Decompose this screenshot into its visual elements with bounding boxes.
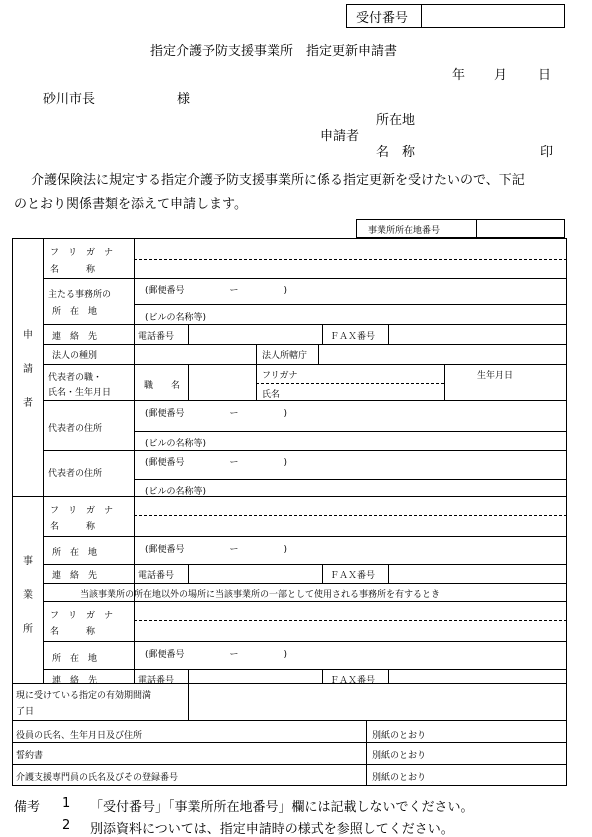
office-name-label: 名 称 bbox=[50, 522, 96, 532]
applicant-label: 申請者 bbox=[320, 129, 360, 144]
notes-head: 備考 bbox=[14, 800, 41, 815]
rep-address-postal: (郵便番号 ー ) bbox=[145, 409, 288, 419]
main-office-label-1: 主たる事務所の bbox=[48, 290, 112, 300]
corp-office-label: 法人所轄庁 bbox=[262, 351, 308, 361]
sub-office-contact-label: 連 絡 先 bbox=[52, 676, 98, 686]
side-applicant-3: 者 bbox=[23, 398, 33, 409]
rep-furigana-label: フリガナ bbox=[262, 371, 298, 381]
officers-value: 別紙のとおり bbox=[372, 731, 427, 741]
date-year: 年 bbox=[452, 68, 466, 83]
validity-label-1: 現に受けている指定の有効期間満 bbox=[16, 691, 152, 701]
applicant-contact-label: 連 絡 先 bbox=[52, 332, 98, 342]
rep-address-building-2: (ビルの名称等) bbox=[145, 487, 207, 497]
applicant-tel-label: 電話番号 bbox=[138, 332, 175, 342]
page-title: 指定介護予防支援事業所 指定更新申請書 bbox=[150, 44, 398, 59]
applicant-furigana-input[interactable] bbox=[136, 240, 565, 258]
main-office-building: (ビルの名称等) bbox=[145, 313, 207, 323]
office-location-input[interactable] bbox=[136, 538, 565, 562]
office-furigana-input[interactable] bbox=[136, 498, 565, 514]
office-location-postal: (郵便番号 ー ) bbox=[145, 545, 288, 555]
office-number-label: 事業所所在地番号 bbox=[368, 226, 441, 236]
sub-office-tel-input[interactable] bbox=[190, 670, 320, 682]
sub-office-location-label: 所 在 地 bbox=[52, 654, 98, 664]
rep-address-building: (ビルの名称等) bbox=[145, 439, 207, 449]
care-managers-label: 介護支援専門員の氏名及びその登録番号 bbox=[16, 773, 179, 783]
sub-office-note: 当該事業所の所在地以外の場所に当該事業所の一部として使用される事務所を有するとき bbox=[80, 590, 441, 600]
rep-birth-label: 生年月日 bbox=[477, 371, 514, 381]
applicant-name-label: 名 称 bbox=[376, 145, 416, 160]
pledge-value: 別紙のとおり bbox=[372, 751, 427, 761]
rep-position-input[interactable] bbox=[190, 366, 252, 398]
receipt-number-field[interactable] bbox=[423, 6, 563, 26]
intro-line-2: のとおり関係書類を添えて申請します。 bbox=[14, 197, 247, 212]
corp-office-input[interactable] bbox=[320, 346, 565, 362]
office-tel-input[interactable] bbox=[190, 566, 320, 581]
corp-type-label: 法人の種別 bbox=[52, 351, 98, 361]
side-office-2: 業 bbox=[23, 590, 33, 601]
sub-office-furigana-label: フ リ ガ ナ bbox=[50, 611, 114, 621]
rep-name-input[interactable] bbox=[290, 366, 442, 398]
office-location-label: 所 在 地 bbox=[52, 548, 98, 558]
addressee-name: 砂川市長 bbox=[43, 92, 96, 107]
note-2-num: 2 bbox=[62, 818, 71, 833]
side-applicant-1: 申 bbox=[23, 330, 33, 341]
office-fax-input[interactable] bbox=[390, 566, 565, 581]
office-tel-label: 電話番号 bbox=[138, 571, 175, 581]
rep-address-postal-2: (郵便番号 ー ) bbox=[145, 458, 288, 468]
side-applicant-2: 請 bbox=[23, 364, 33, 375]
date-month: 月 bbox=[494, 68, 508, 83]
sub-office-furigana-input[interactable] bbox=[136, 603, 565, 619]
applicant-tel-input[interactable] bbox=[190, 326, 320, 342]
note-2-text: 別添資料については、指定申請時の様式を参照してください。 bbox=[90, 822, 454, 837]
office-name-input[interactable] bbox=[136, 517, 565, 534]
sub-office-tel-label: 電話番号 bbox=[138, 676, 175, 686]
applicant-fax-input[interactable] bbox=[390, 326, 565, 342]
care-managers-value: 別紙のとおり bbox=[372, 773, 427, 783]
addressee-sama: 様 bbox=[177, 92, 191, 107]
seal-mark: 印 bbox=[540, 145, 554, 160]
rep-name-label: 氏名 bbox=[262, 390, 281, 400]
validity-input[interactable] bbox=[190, 685, 565, 718]
sub-office-name-input[interactable] bbox=[136, 622, 565, 639]
main-office-postal: (郵便番号 ー ) bbox=[145, 286, 288, 296]
rep-label-2: 氏名・生年月日 bbox=[48, 388, 112, 398]
pledge-label: 誓約書 bbox=[16, 751, 44, 761]
applicant-name-input[interactable] bbox=[136, 261, 565, 277]
main-office-label-2: 所 在 地 bbox=[52, 307, 98, 317]
sub-office-location-postal: (郵便番号 ー ) bbox=[145, 650, 288, 660]
rep-address-label-2: 代表者の住所 bbox=[48, 469, 103, 479]
rep-label-1: 代表者の職・ bbox=[48, 373, 103, 383]
corp-type-input[interactable] bbox=[136, 346, 254, 362]
sub-office-fax-label: ＦＡＸ番号 bbox=[330, 676, 376, 686]
officers-label: 役員の氏名、生年月日及び住所 bbox=[16, 731, 143, 741]
note-1-text: 「受付番号」「事業所所在地番号」欄には記載しないでください。 bbox=[90, 800, 474, 815]
receipt-label: 受付番号 bbox=[356, 11, 409, 26]
rep-position-label: 職 名 bbox=[144, 381, 181, 391]
rep-address-input[interactable] bbox=[136, 402, 565, 429]
date-day: 日 bbox=[538, 68, 552, 83]
main-office-address-input[interactable] bbox=[136, 279, 565, 303]
office-furigana-label: フ リ ガ ナ bbox=[50, 506, 114, 516]
intro-line-1: 介護保険法に規定する指定介護予防支援事業所に係る指定更新を受けたいので、下記 bbox=[31, 173, 525, 188]
sub-office-fax-input[interactable] bbox=[390, 670, 565, 682]
rep-birth-input[interactable] bbox=[446, 382, 565, 398]
side-office-3: 所 bbox=[23, 624, 33, 635]
applicant-name-row-label: 名 称 bbox=[50, 265, 96, 275]
office-contact-label: 連 絡 先 bbox=[52, 571, 98, 581]
applicant-location-label: 所在地 bbox=[376, 113, 416, 128]
office-number-field[interactable] bbox=[478, 221, 563, 236]
sub-office-name-label: 名 称 bbox=[50, 627, 96, 637]
applicant-fax-label: ＦＡＸ番号 bbox=[330, 332, 376, 342]
note-1-num: 1 bbox=[62, 796, 71, 811]
applicant-furigana-label: フ リ ガ ナ bbox=[50, 248, 114, 258]
rep-address-input-2[interactable] bbox=[136, 452, 565, 476]
office-fax-label: ＦＡＸ番号 bbox=[330, 571, 376, 581]
side-office-1: 事 bbox=[23, 556, 33, 567]
validity-label-2: 了日 bbox=[16, 707, 35, 717]
rep-address-label: 代表者の住所 bbox=[48, 424, 103, 434]
sub-office-location-input[interactable] bbox=[136, 643, 565, 667]
